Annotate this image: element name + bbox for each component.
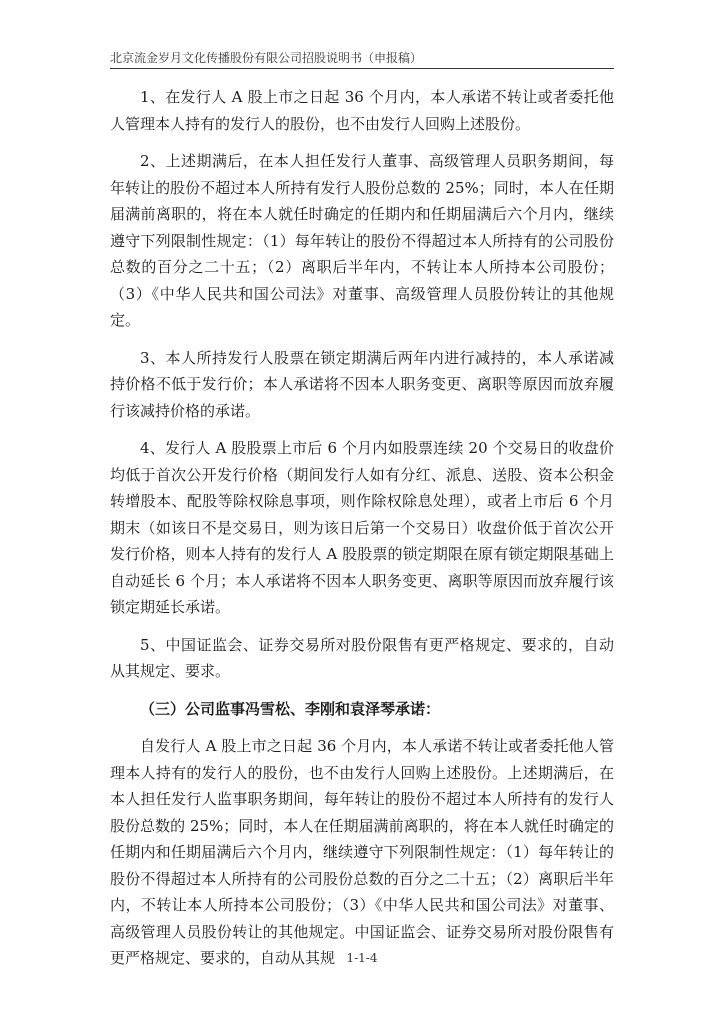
commitment-paragraph-5: 5、中国证监会、证券交易所对股份限售有更严格规定、要求的，自动从其规定、要求。 [110,635,614,680]
section-heading-supervisors: （三）公司监事冯雪松、李刚和袁泽琴承诺： [140,699,441,718]
header-rule [110,68,614,69]
commitment-paragraph-1: 1、在发行人 A 股上市之日起 36 个月内，本人承诺不转让或者委托他人管理本人持有的发行人的股份，也不由发行人回购上述股份。 [110,88,614,133]
document-body [110,84,614,983]
commitment-paragraph-4: 4、发行人 A 股股票上市后 6 个月内如股票连续 20 个交易日的收盘价均低于首次公开发行价格（期间发行人如有分红、派息、送股、资本公积金转增股本、配股等除权除息事项，则作除权除息处理），或者上市后 6 个月期末（如该日不是交易日，则为该日后第一个交易日）收盘价低于首次公开发行价格，则本人持有的发行人 A 股股票的锁定期限在原有锁定期限基础上自动延长 6 个月；本人承诺将不因本人职务变更、离职等原因而放弃履行该锁定期延长承诺。 [110,439,614,616]
commitment-paragraph-2: 2、上述期满后，在本人担任发行人董事、高级管理人员职务期间，每年转让的股份不超过本人所持有发行人股份总数的 25%；同时，本人在任期届满前离职的，将在本人就任时确定的任期内和任期届满后六个月内，继续遵守下列限制性规定：（1）每年转让的股份不得超过本人所持有的公司股份总数的百分之二十五；（2）离职后半年内，不转让本人所持本公司股份；（3）《中华人民共和国公司法》对董事、高级管理人员股份转让的其他规定。 [110,152,614,329]
commitment-paragraph-3: 3、本人所持发行人股票在锁定期满后两年内进行减持的，本人承诺减持价格不低于发行价；本人承诺将不因本人职务变更、离职等原因而放弃履行该减持价格的承诺。 [110,348,614,420]
running-header: 北京流金岁月文化传播股份有限公司招股说明书（申报稿） [110,51,423,65]
page-number: 1-1-4 [346,951,378,965]
supervisors-commitment-paragraph: 自发行人 A 股上市之日起 36 个月内，本人承诺不转让或者委托他人管理本人持有的发行人的股份，也不由发行人回购上述股份。上述期满后，在本人担任发行人监事职务期间，每年转让的股份不超过本人所持有的发行人股份总数的 25%；同时，本人在任期届满前离职的，将在本人就任时确定的任期内和任期届满后六个月内，继续遵守下列限制性规定：（1）每年转让的股份不得超过本人所持有的公司股份总数的百分之二十五；（2）离职后半年内，不转让本人所持本公司股份；（3）《中华人民共和国公司法》对董事、高级管理人员股份转让的其他规定。中国证监会、证券交易所对股份限售有更严格规定、要求的，自动从其规 [110,737,614,967]
